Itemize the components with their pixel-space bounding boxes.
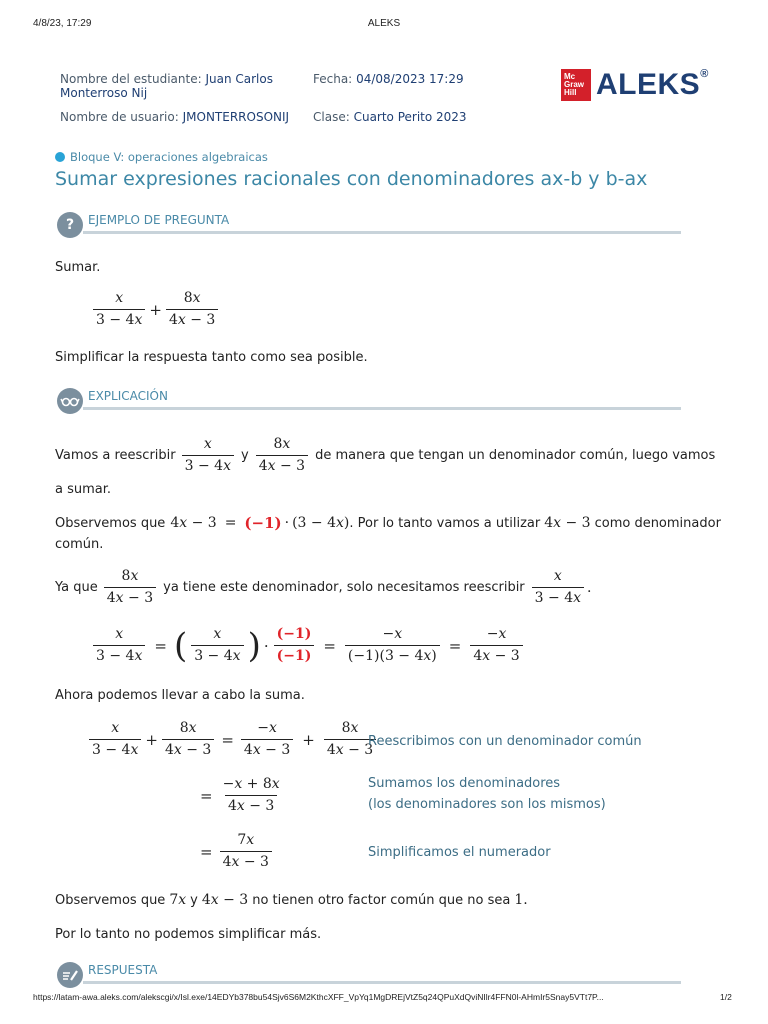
bullet-dot-icon <box>55 152 65 162</box>
print-date: 4/8/23, 17:29 <box>33 18 92 29</box>
sum-step-2: = $\frac{-x + 8x}{4x - 3}$ <box>200 776 280 814</box>
glasses-icon <box>57 388 83 414</box>
page-title: Sumar expresiones racionales con denominadores ax-b y b-ax <box>55 168 648 190</box>
student-name-field <box>60 72 290 100</box>
breadcrumb <box>55 150 268 164</box>
explanation-p1: Vamos a reescribir $\frac{x}{3 - 4x}$ y $\frac{8x}{4x - 3}$ de manera que tengan un denominador común, luego vamos <box>55 436 716 474</box>
page-number: 1/2 <box>720 992 732 1002</box>
section-explanation-header <box>55 388 681 416</box>
class-value: Cuarto Perito 2023 <box>353 110 467 124</box>
question-intro: Sumar. <box>55 260 101 275</box>
mcgraw-hill-logo: Mc Graw Hill <box>561 69 591 101</box>
step-note-3: (los denominadores son los mismos) <box>368 797 606 812</box>
student-label: Nombre del estudiante: <box>60 72 202 86</box>
pencil-icon <box>57 962 83 988</box>
section-example-header <box>55 212 681 240</box>
user-name-field <box>60 110 289 124</box>
section-explanation-label: EXPLICACIÓN <box>88 389 168 403</box>
section-answer-header <box>55 962 681 990</box>
section-divider <box>83 981 681 984</box>
aleks-logo <box>561 68 709 102</box>
step-note-1: Reescribimos con un denominador común <box>368 734 642 749</box>
section-divider <box>83 407 681 410</box>
student-name: Juan Carlos Monterroso Nij <box>60 72 273 100</box>
date-label: Fecha: <box>313 72 353 86</box>
question-instruction: Simplificar la respuesta tanto como sea posible. <box>55 350 368 365</box>
rewrite-equation: $\frac{x}{3 - 4x}$ = ( $\frac{x}{3 - 4x}$ ) · $\frac{(-1)}{(-1)}$ = $\frac{-x}{(-1)(3 - 4x)}$ = $\frac{-x}{4x - 3}$ <box>90 626 526 665</box>
sum-step-1: $\frac{x}{3 - 4x}$ + $\frac{8x}{4x - 3}$ = $\frac{-x}{4x - 3}$ + $\frac{8x}{4x - 3}$ <box>86 720 379 759</box>
user-name: JMONTERROSONIJ <box>182 110 290 124</box>
explanation-p1-cont: a sumar. <box>55 482 112 497</box>
page-url: https://latam-awa.aleks.com/alekscgi/x/Isl.exe/14EDYb378bu54Sjv6S6M2KthcXFF_VpYq1MgDREjVtZ5q24QPuXdQviNIlr4FFN0l-AHmIr5Snay5VTt7P... <box>33 992 604 1002</box>
section-answer-label: RESPUESTA <box>88 963 158 977</box>
breadcrumb-text: Bloque V: operaciones algebraicas <box>70 150 268 164</box>
explanation-p3: Ya que $\frac{8x}{4x - 3}$ ya tiene este denominador, solo necesitamos reescribir $\frac{x}{3 - 4x}$ . <box>55 568 592 606</box>
aleks-wordmark: ALEKS® <box>596 68 709 101</box>
class-label: Clase: <box>313 110 350 124</box>
explanation-p6: Por lo tanto no podemos simplificar más. <box>55 927 322 942</box>
date-value: 04/08/2023 17:29 <box>356 72 464 86</box>
section-example-label: EJEMPLO DE PREGUNTA <box>88 213 230 227</box>
explanation-p5: Observemos que 7x y 4x − 3 no tienen otro factor común que no sea 1 . <box>55 892 528 908</box>
explanation-p4: Ahora podemos llevar a cabo la suma. <box>55 688 305 703</box>
section-divider <box>83 231 681 234</box>
print-title: ALEKS <box>367 18 401 29</box>
sum-step-3: = $\frac{7x}{4x - 3}$ <box>200 832 275 871</box>
class-field <box>313 110 467 124</box>
user-label: Nombre de usuario: <box>60 110 179 124</box>
question-expression: $\frac{x}{3 - 4x}$ + $\frac{8x}{4x - 3}$ <box>90 290 221 329</box>
step-note-2: Sumamos los denominadores <box>368 776 561 791</box>
date-field <box>313 72 464 86</box>
step-note-4: Simplificamos el numerador <box>368 845 551 860</box>
explanation-p2: Observemos que 4x − 3 = (−1) · (3 − 4x) . Por lo tanto vamos a utilizar 4x − 3 como denominador <box>55 514 721 532</box>
explanation-p2-cont: común. <box>55 537 104 552</box>
question-mark-icon: ? <box>57 212 83 238</box>
